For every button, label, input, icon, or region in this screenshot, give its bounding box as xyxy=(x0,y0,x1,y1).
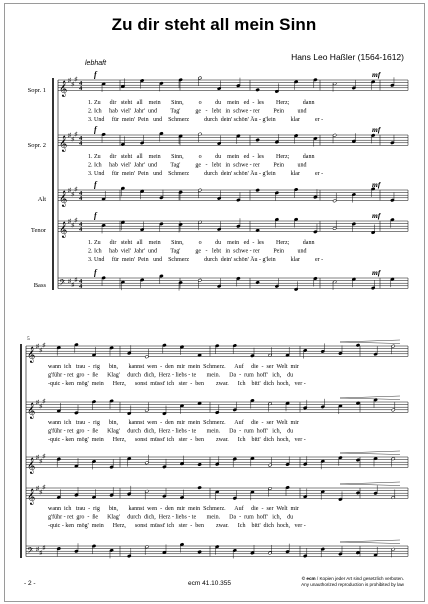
dynamic-forte: f xyxy=(94,180,97,189)
voice-label-sopr2: Sopr. 2 xyxy=(27,142,46,149)
treble-clef-icon: 𝄞 xyxy=(27,403,36,419)
time-signature-num: 4 xyxy=(79,277,83,285)
sharp-icon: ♯ xyxy=(42,545,46,552)
dynamic-forte: f xyxy=(94,211,97,220)
lyrics-sopr2: 1. Zu dir steht all mein Sinn, o du mein ed - les Herz; dann xyxy=(88,154,315,160)
sharp-icon: ♯ xyxy=(39,404,43,411)
note-head xyxy=(198,550,202,553)
note-head xyxy=(198,463,202,466)
catalog-code: ecm 41.10.355 xyxy=(188,580,232,587)
treble-clef-icon: 𝄞 xyxy=(59,191,68,207)
copyright-notice: © ecm / Kopien jeder Art sind gesetzlich verboten. Any unauthorized reproduction is prohibited by law xyxy=(301,576,404,587)
sharp-icon: ♯ xyxy=(68,219,71,226)
lyrics-sopr2: 2. Ich hab viel' Jahr' und Tag' ge - lebt in schwe - rer Pein und xyxy=(88,162,307,169)
voice-label-tenor: Tenor xyxy=(30,227,46,234)
lyrics-system2-tenor: -quic - ken mög' mein Herz, sonst müsst' ich ster - ben zwar. Ich bitt' dich hoch, ver - xyxy=(48,523,306,529)
sharp-icon: ♯ xyxy=(39,550,43,557)
lyrics-sopr2: 3. Und für mein' Pein und Schmerz durch dein' schön' Äu - g'lein klar er - xyxy=(88,171,324,177)
sharp-icon: ♯ xyxy=(74,131,78,138)
note-head xyxy=(256,188,260,191)
lyrics-system2-sopr1: wann ich trau - rig bin, kannst wen - den mir mein Schmerz. Auf die - ser Welt mir xyxy=(48,364,299,370)
crescendo-hairpin xyxy=(340,398,400,400)
dynamic-forte: f xyxy=(94,268,97,277)
time-signature-num: 4 xyxy=(79,189,83,197)
treble-clef-icon: 𝄞 xyxy=(27,489,36,505)
staff-system1-2 xyxy=(58,186,408,207)
note-head xyxy=(256,138,260,141)
lyrics-system2-sopr2: g'führ - ret gro - ße Klag' durch dich, Herz - liebs - te mein. Da - rum hoff' ich, du xyxy=(48,428,294,435)
lyrics-system2-tenor: wann ich trau - rig bin, kannst wen - den mir mein Schmerz. Auf die - ser Welt mir xyxy=(48,506,299,512)
sharp-icon: ♯ xyxy=(36,546,39,553)
time-signature-num: 4 xyxy=(79,134,83,142)
dynamic-mezzoforte: mf xyxy=(372,211,381,220)
treble-clef-icon: 𝄞 xyxy=(59,81,68,97)
dynamic-mezzoforte: mf xyxy=(372,125,381,134)
note-head xyxy=(198,486,202,489)
lyrics-system2-sopr2: wann ich trau - rig bin, kannst wen - den mir mein Schmerz. Auf die - ser Welt mir xyxy=(48,420,299,426)
lyrics-sopr1: 2. Ich hab viel' Jahr' und Tag' ge - lebt in schwe - rer Pein und xyxy=(88,108,307,115)
time-signature-num: 4 xyxy=(79,220,83,228)
sharp-icon: ♯ xyxy=(74,76,78,83)
sharp-icon: ♯ xyxy=(74,186,78,193)
copyright-mark: © ecm xyxy=(301,576,316,581)
time-signature-den: 4 xyxy=(79,226,83,234)
note-head xyxy=(356,491,360,494)
sharp-icon: ♯ xyxy=(36,455,39,462)
measure-number: 5 xyxy=(27,336,30,342)
copyright-line-2: Any unauthorized reproduction is prohibited by law xyxy=(301,582,404,587)
sharp-icon: ♯ xyxy=(68,133,71,140)
bass-clef-icon: 𝄢 xyxy=(59,278,66,290)
staff-system2-1 xyxy=(26,398,408,419)
time-signature-den: 4 xyxy=(79,195,83,203)
sharp-icon: ♯ xyxy=(68,278,71,285)
bass-clef-icon: 𝄢 xyxy=(27,546,34,558)
sharp-icon: ♯ xyxy=(39,490,43,497)
lyrics-tenor: 3. Und für mein' Pein und Schmerz durch dein' schön' Äu - g'lein klar er - xyxy=(88,257,324,263)
dynamic-mezzoforte: mf xyxy=(372,70,381,79)
sharp-icon: ♯ xyxy=(36,486,39,493)
sharp-icon: ♯ xyxy=(42,342,46,349)
crescendo-hairpin xyxy=(340,342,400,344)
sharp-icon: ♯ xyxy=(68,188,71,195)
dynamic-mezzoforte: mf xyxy=(372,268,381,277)
time-signature-den: 4 xyxy=(79,85,83,93)
note-head xyxy=(256,88,260,91)
lyrics-sopr1: 3. Und für mein' Pein und Schmerz durch dein' schön' Äu - g'lein klar er - xyxy=(88,117,324,123)
crescendo-hairpin xyxy=(340,340,400,342)
dynamic-forte: f xyxy=(94,125,97,134)
note-head xyxy=(256,281,260,284)
sharp-icon: ♯ xyxy=(71,282,75,289)
sharp-icon: ♯ xyxy=(39,348,43,355)
treble-clef-icon: 𝄞 xyxy=(59,222,68,238)
copyright-line-1: Kopien jeder Art sind gesetzlich verboten. xyxy=(319,576,404,581)
sharp-icon: ♯ xyxy=(71,192,75,199)
crescendo-hairpin xyxy=(340,540,400,542)
treble-clef-icon: 𝄞 xyxy=(59,136,68,152)
lyrics-system2-sopr2: -quic - ken mög' mein Herz, sonst müsst' ich ster - ben zwar. Ich bitt' dich hoch, ver - xyxy=(48,437,306,443)
lyrics-tenor: 2. Ich hab viel' Jahr' und Tag' ge - lebt in schwe - rer Pein und xyxy=(88,248,307,255)
crescendo-hairpin xyxy=(340,396,400,398)
score-systems xyxy=(21,70,408,558)
lyrics-system2-sopr1: -quic - ken mög' mein Herz, sonst müsst' ich ster - ben zwar. Ich bitt' dich hoch, ver - xyxy=(48,381,306,387)
crescendo-hairpin xyxy=(340,484,400,486)
voice-label-alt: Alt xyxy=(37,196,46,203)
sharp-icon: ♯ xyxy=(71,137,75,144)
sharp-icon: ♯ xyxy=(68,78,71,85)
tempo-marking: lebhaft xyxy=(85,60,107,67)
lyrics-system2-sopr1: g'führ - ret gro - ße Klag' durch dich, Herz - liebs - te mein. Da - rum hoff' ich, du xyxy=(48,372,294,379)
crescendo-hairpin xyxy=(340,453,400,455)
sharp-icon: ♯ xyxy=(42,398,46,405)
lyrics-sopr1: 1. Zu dir steht all mein Sinn, o du mein ed - les Herz; dann xyxy=(88,100,315,106)
dynamic-mezzoforte: mf xyxy=(372,180,381,189)
time-signature-num: 4 xyxy=(79,79,83,87)
lyrics-tenor: 1. Zu dir steht all mein Sinn, o du mein ed - les Herz; dann xyxy=(88,240,315,246)
sharp-icon: ♯ xyxy=(36,344,39,351)
sharp-icon: ♯ xyxy=(71,82,75,89)
crescendo-hairpin xyxy=(340,451,400,453)
notes-system1-1 xyxy=(102,132,395,147)
crescendo-hairpin xyxy=(340,542,400,544)
time-signature-den: 4 xyxy=(79,140,83,148)
page-number: - 2 - xyxy=(24,580,36,587)
note-head xyxy=(356,458,360,461)
sharp-icon: ♯ xyxy=(42,453,46,460)
sharp-icon: ♯ xyxy=(42,484,46,491)
crescendo-hairpin xyxy=(340,482,400,484)
voice-label-sopr1: Sopr. 1 xyxy=(27,87,46,94)
treble-clef-icon: 𝄞 xyxy=(27,347,36,363)
voice-label-bass: Bass xyxy=(33,282,46,289)
sharp-icon: ♯ xyxy=(71,223,75,230)
lyrics-system2-tenor: g'führ - ret gro - ße Klag' durch dich, Herz - liebs - te mein. Da - rum hoff' ich, du xyxy=(48,514,294,521)
notes-system2-1 xyxy=(57,398,395,415)
time-signature-den: 4 xyxy=(79,283,83,291)
note-head xyxy=(356,344,360,347)
sharp-icon: ♯ xyxy=(74,277,78,284)
sharp-icon: ♯ xyxy=(74,217,78,224)
sharp-icon: ♯ xyxy=(39,459,43,466)
composer-credit: Hans Leo Haßler (1564-1612) xyxy=(291,52,404,62)
piece-title: Zu dir steht all mein Sinn xyxy=(111,15,317,34)
treble-clef-icon: 𝄞 xyxy=(27,458,36,474)
staff-system1-3 xyxy=(58,217,408,238)
staff-system2-3 xyxy=(26,484,408,505)
dynamic-forte: f xyxy=(94,70,97,79)
notes-system2-4 xyxy=(57,543,395,559)
sharp-icon: ♯ xyxy=(36,400,39,407)
